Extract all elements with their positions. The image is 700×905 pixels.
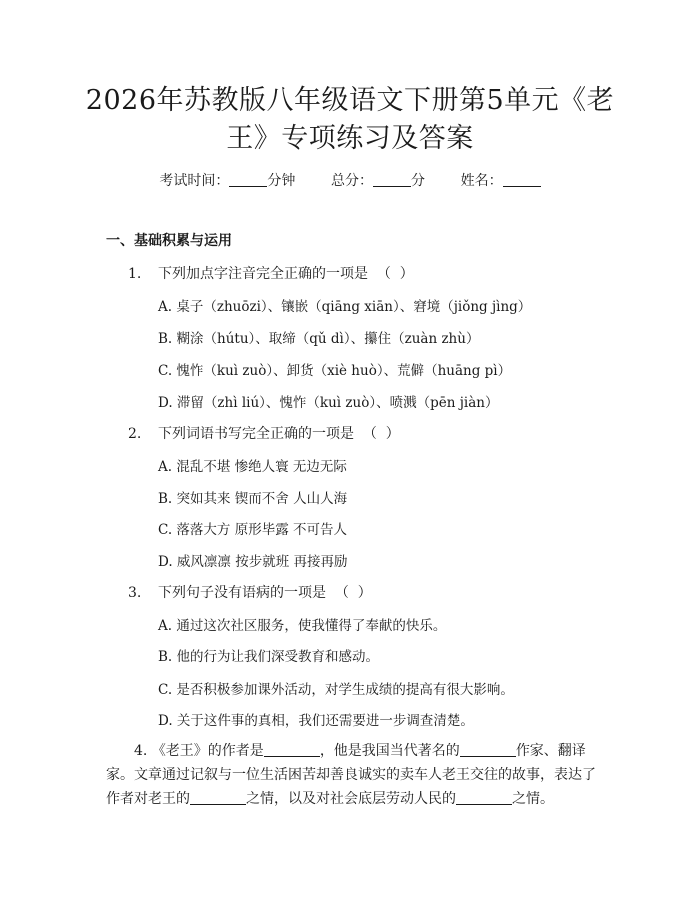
- question-3-stem: [128, 582, 372, 602]
- section-heading: 一、基础积累与运用: [106, 233, 232, 249]
- question-4-paragraph: [106, 739, 606, 811]
- q4-text-2: ，他是我国当代著名的: [319, 743, 460, 759]
- question-3-option-d: D. 关于这件事的真相，我们还需要进一步调查清楚。: [158, 713, 474, 729]
- question-text: 下列词语书写完全正确的一项是 （ ）: [158, 426, 400, 442]
- name-label: 姓名：: [460, 173, 503, 189]
- title-line-2: 王》专项练习及答案: [226, 123, 474, 154]
- question-2-option-c: C. 落落大方 原形毕露 不可告人: [158, 522, 348, 538]
- score-unit: 分: [411, 173, 425, 189]
- question-2-option-d: D. 威风凛凛 按步就班 再接再励: [158, 554, 348, 570]
- score-label: 总分：: [331, 173, 373, 189]
- time-unit: 分钟: [267, 173, 296, 189]
- question-2-option-a: A. 混乱不堪 惨绝人寰 无边无际: [158, 459, 347, 475]
- question-number: 3.: [128, 585, 142, 601]
- question-1-stem: [128, 263, 414, 283]
- question-number: 2.: [128, 426, 142, 442]
- question-3-option-b: B. 他的行为让我们深受教育和感动。: [158, 649, 380, 665]
- question-number: 4.: [134, 743, 148, 759]
- q4-text-5: 之情。: [512, 791, 554, 807]
- question-1-option-b: B. 糊涂（hútu）、取缔（qǔ dì）、攥住（zuàn zhù）: [158, 331, 480, 347]
- question-3-option-a: A. 通过这次社区服务，使我懂得了奉献的快乐。: [158, 618, 447, 634]
- q4-text-4: 之情，以及对社会底层劳动人民的: [246, 791, 456, 807]
- score-blank: [373, 172, 411, 187]
- question-1-option-c: C. 愧怍（kuì zuò）、卸货（xiè huò）、荒僻（huāng pì）: [158, 363, 512, 379]
- page-title: [70, 82, 630, 158]
- question-number: 1.: [128, 266, 142, 282]
- question-1-option-a: A. 桌子（zhuōzi）、镶嵌（qiāng xiān）、窘境（jiǒng jìng）: [158, 299, 532, 315]
- genre-blank[interactable]: [460, 742, 516, 757]
- question-text: 下列句子没有语病的一项是 （ ）: [158, 585, 372, 601]
- name-blank: [503, 172, 541, 187]
- title-line-1: 2026年苏教版八年级语文下册第5单元《老: [85, 85, 615, 116]
- exam-meta-row: [0, 170, 700, 190]
- q4-text-3: 作家、翻译家。文章通过记叙与一位生活困苦却善良诚实的卖车人老王交往的故事，表达了作者对老王的: [106, 743, 596, 807]
- question-text: 下列加点字注音完全正确的一项是 （ ）: [158, 266, 414, 282]
- emotion-blank-1[interactable]: [190, 790, 246, 805]
- q4-text-1: 《老王》的作者是: [151, 743, 264, 759]
- emotion-blank-2[interactable]: [456, 790, 512, 805]
- author-blank[interactable]: [264, 742, 320, 757]
- question-3-option-c: C. 是否积极参加课外活动，对学生成绩的提高有很大影响。: [158, 682, 514, 698]
- question-1-option-d: D. 滞留（zhì liú）、愧怍（kuì zuò）、喷溅（pēn jiàn）: [158, 395, 499, 411]
- time-blank: [229, 172, 267, 187]
- question-2-stem: [128, 423, 400, 443]
- time-label: 考试时间：: [159, 173, 230, 189]
- question-2-option-b: B. 突如其来 锲而不舍 人山人海: [158, 491, 348, 507]
